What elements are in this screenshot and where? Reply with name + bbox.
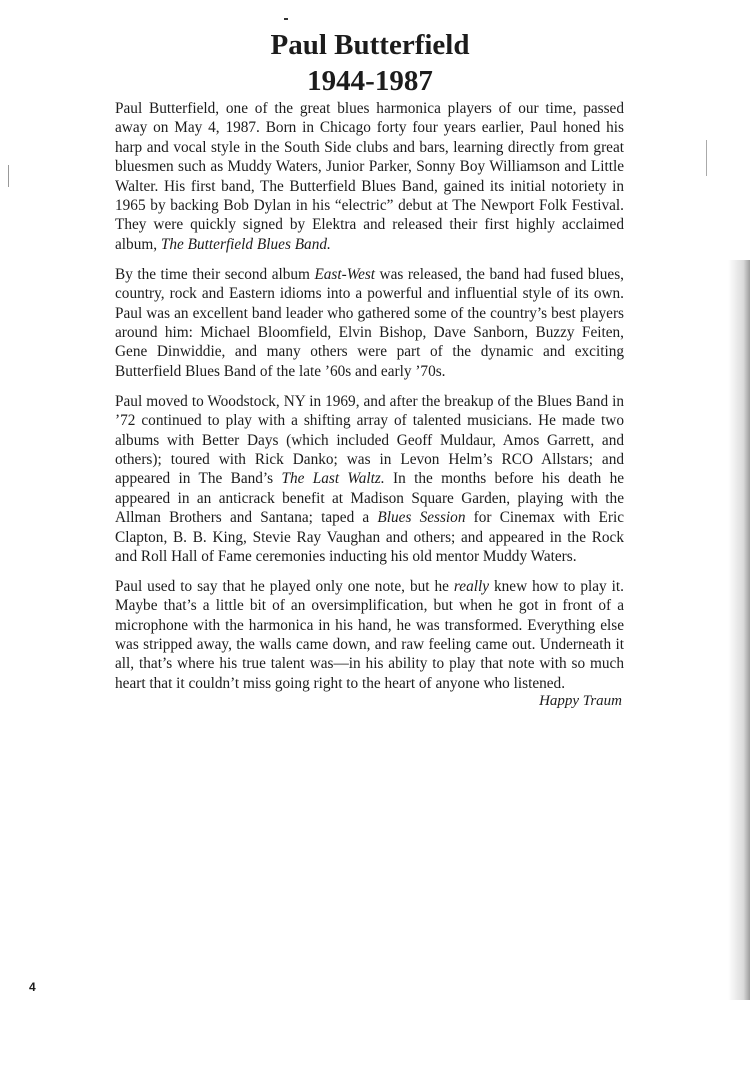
italic-title-text: East-West xyxy=(314,265,376,283)
article-paragraph xyxy=(115,577,624,693)
scan-mark xyxy=(284,18,288,20)
page-title: Paul Butterfield xyxy=(270,29,470,61)
article-paragraph xyxy=(115,99,624,254)
scan-edge-mark xyxy=(706,140,707,176)
scan-edge-mark xyxy=(8,165,9,187)
paragraph-text: for Cinemax with Eric Clapton, B. B. King, Stevie Ray Vaughan and others; and appeared in the Rock and Roll Hall of Fame ceremonies inducting his old mentor Muddy Waters. xyxy=(115,509,624,565)
paragraph-text: Paul used to say that he played only one note, but he xyxy=(115,577,454,595)
italic-title-text: really xyxy=(453,577,490,595)
italic-title-text: The Last Waltz. xyxy=(281,470,385,488)
paragraph-text: knew how to play it. Maybe that’s a little bit of an oversimplification, but when he got in front of a microphone with the harmonica in his hand, he was transformed. Everything else was stripped away, the walls came down, and raw feeling came out. Underneath it all, that’s where his true talent was—in his ability to play that note with so much heart that it couldn’t miss going right to the heart of anyone who listened. xyxy=(115,577,624,692)
article-paragraph xyxy=(115,265,624,381)
paragraph-text: By the time their second album xyxy=(115,265,315,283)
article-body xyxy=(115,99,624,704)
article-paragraph xyxy=(115,392,624,567)
italic-title-text: The Butterfield Blues Band. xyxy=(160,235,331,253)
author-signature: Happy Traum xyxy=(539,693,622,709)
page-subtitle-years: 1944-1987 xyxy=(307,65,433,97)
paragraph-text: Paul moved to Woodstock, NY in 1969, and after the breakup of the Blues Band in ’72 continued to play with a shifting array of talented musicians. He made two albums with Better Days (which included Geoff Muldaur, Amos Garrett, and others); toured with Rick Danko; was in Levon Helm’s RCO Allstars; and appeared in The Band’s xyxy=(115,392,624,488)
paragraph-text: was released, the band had fused blues, country, rock and Eastern idioms into a powerful and influential style of its own. Paul was an excellent band leader who gathered some of the country’s best players around him: Michael Bloomfield, Elvin Bishop, Dave Sanborn, Buzzy Feiten, Gene Dinwiddie, and many others were part of the dynamic and exciting Butterfield Blues Band of the late ’60s and early ’70s. xyxy=(115,265,624,380)
page-edge-shadow xyxy=(728,260,750,1000)
italic-title-text: Blues Session xyxy=(377,509,466,527)
page-number: 4 xyxy=(29,980,36,994)
paragraph-text: In the months before his death he appeared in an anticrack benefit at Madison Square Garden, playing with the Allman Brothers and Santana; taped a xyxy=(115,470,625,527)
paragraph-text: Paul Butterfield, one of the great blues harmonica players of our time, passed away on May 4, 1987. Born in Chicago forty four years earlier, Paul honed his harp and vocal style in the South Side clubs and bars, learning directly from great bluesmen such as Muddy Waters, Junior Parker, Sonny Boy Williamson and Little Walter. His first band, The Butterfield Blues Band, gained its initial notoriety in 1965 by backing Bob Dylan in his “electric” debut at The Newport Folk Festival. They were quickly signed by Elektra and released their first highly acclaimed album, xyxy=(115,100,624,253)
